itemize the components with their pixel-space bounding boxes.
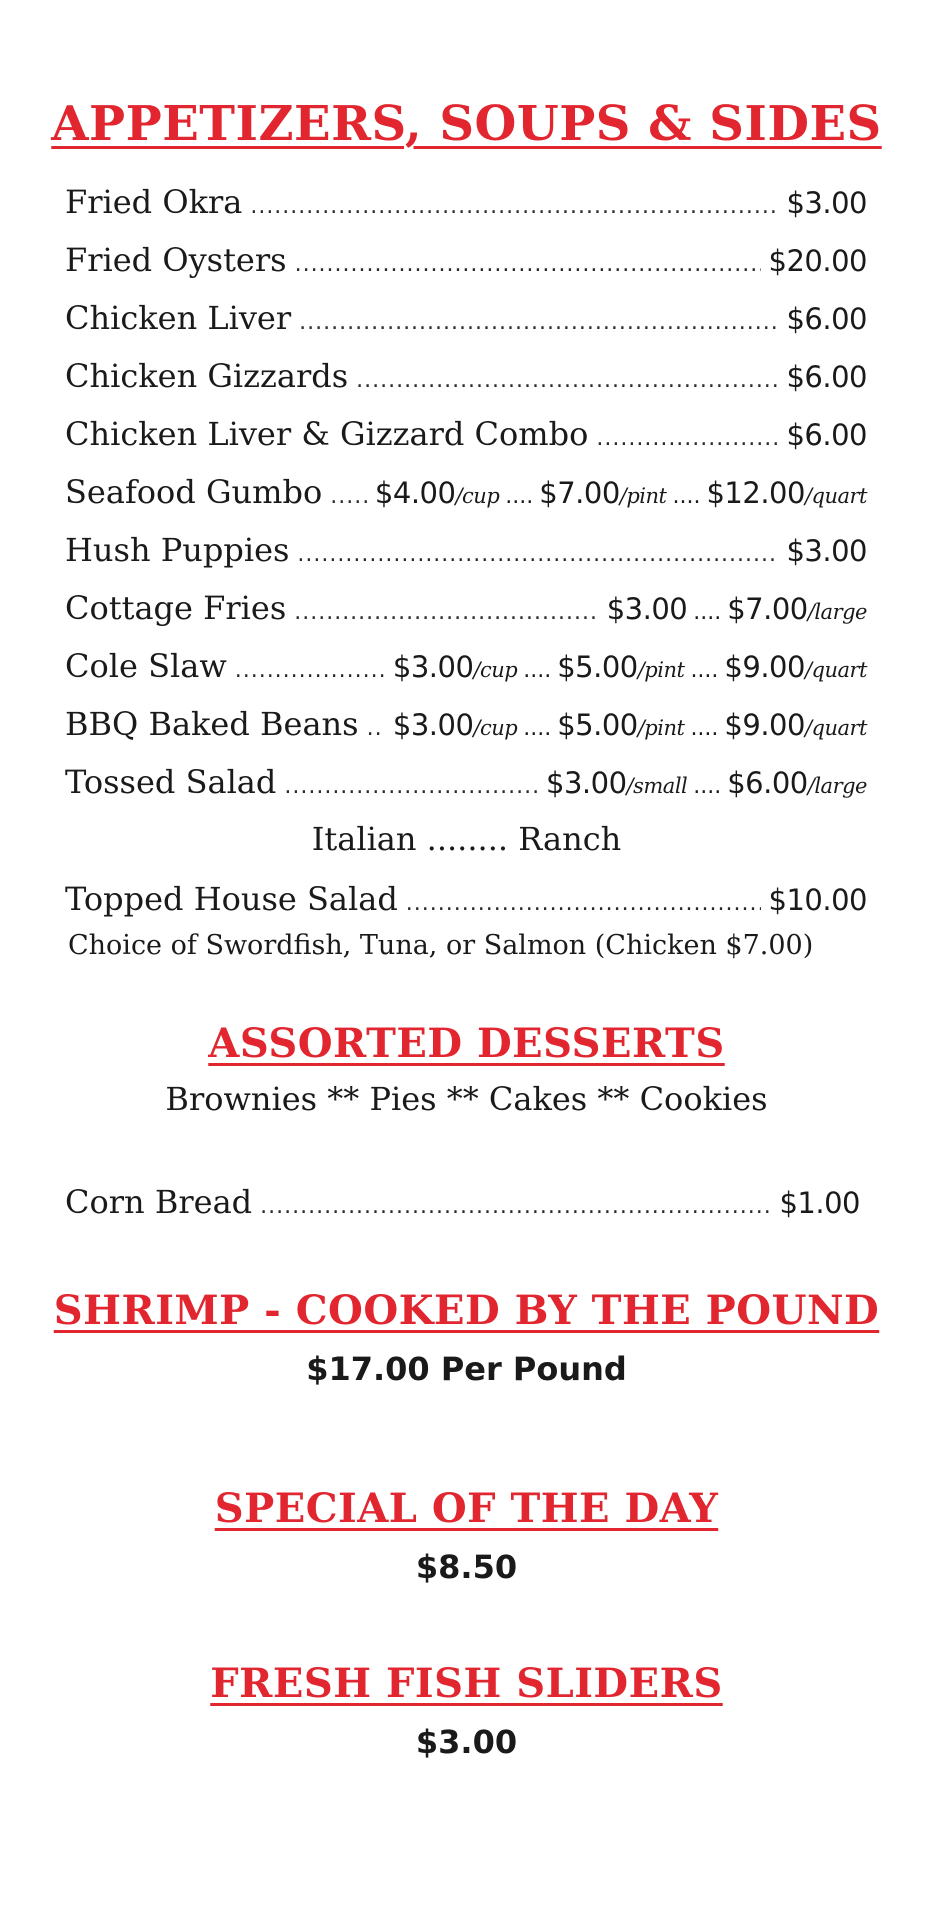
dot-leader <box>260 1194 771 1219</box>
menu-item-topped-house-salad <box>65 880 867 924</box>
menu-item-fried-oysters <box>65 241 867 285</box>
dot-leader <box>299 310 778 335</box>
dot-leader <box>297 542 778 567</box>
dot-separator: .... <box>690 716 719 741</box>
dot-leader <box>406 891 761 916</box>
item-name: Chicken Gizzards <box>65 357 349 395</box>
special-heading: SPECIAL OF THE DAY <box>214 1485 719 1532</box>
dot-leader <box>367 716 385 741</box>
desserts-heading: ASSORTED DESSERTS <box>208 1020 725 1067</box>
item-name: Tossed Salad <box>65 763 277 801</box>
price-quart: $12.00/quart <box>706 476 867 510</box>
menu-item-tossed-salad <box>65 763 867 807</box>
shrimp-heading: SHRIMP - COOKED BY THE POUND <box>53 1287 880 1334</box>
topped-salad-note: Choice of Swordfish, Tuna, or Salmon (Chicken $7.00) <box>68 930 814 961</box>
dot-leader <box>250 194 778 219</box>
menu-item-corn-bread <box>65 1183 860 1227</box>
price-cup: $3.00/cup <box>392 708 518 742</box>
item-name: Seafood Gumbo <box>65 473 323 511</box>
price-cup: $3.00/cup <box>392 650 518 684</box>
menu-item-fried-okra <box>65 183 867 227</box>
dot-separator: .... <box>693 774 722 799</box>
item-price: $20.00 <box>768 244 867 278</box>
dot-leader <box>596 426 778 451</box>
item-name: Cole Slaw <box>65 647 227 685</box>
item-name: Chicken Liver & Gizzard Combo <box>65 415 589 453</box>
menu-item-chicken-liver <box>65 299 867 343</box>
price-pint: $5.00/pint <box>557 708 685 742</box>
dot-separator: .... <box>672 484 701 509</box>
item-name: Topped House Salad <box>65 880 398 918</box>
dot-separator: .... <box>690 658 719 683</box>
dressing-options: Italian ........ Ranch <box>311 820 622 858</box>
item-name: Chicken Liver <box>65 299 292 337</box>
item-name: BBQ Baked Beans <box>65 705 359 743</box>
menu-item-hush-puppies <box>65 531 867 575</box>
price-large: $7.00/large <box>727 592 867 626</box>
price-large: $6.00/large <box>727 766 867 800</box>
item-name: Cottage Fries <box>65 589 287 627</box>
shrimp-price: $17.00 Per Pound <box>306 1350 627 1388</box>
menu-item-chicken-gizzards <box>65 357 867 401</box>
dot-leader <box>330 484 367 509</box>
item-name: Corn Bread <box>65 1183 253 1221</box>
price-quart: $9.00/quart <box>724 708 867 742</box>
dot-separator: .... <box>523 716 552 741</box>
item-price: $6.00 <box>786 302 867 336</box>
sliders-price: $3.00 <box>415 1723 518 1761</box>
dot-separator: .... <box>693 600 722 625</box>
menu-item-cottage-fries <box>65 589 867 633</box>
dot-leader <box>295 252 761 277</box>
price-small: $3.00/small <box>546 766 688 800</box>
price-pint: $5.00/pint <box>557 650 685 684</box>
special-price: $8.50 <box>415 1548 518 1586</box>
item-price: $3.00 <box>786 186 867 220</box>
item-name: Fried Oysters <box>65 241 287 279</box>
menu-item-bbq-baked-beans <box>65 705 867 749</box>
item-price: $1.00 <box>779 1186 860 1220</box>
price-regular: $3.00 <box>606 592 688 626</box>
menu-item-liver-gizzard-combo <box>65 415 867 459</box>
price-pint: $7.00/pint <box>539 476 667 510</box>
dot-leader <box>235 658 385 683</box>
item-name: Fried Okra <box>65 183 243 221</box>
menu-item-cole-slaw <box>65 647 867 691</box>
item-price: $6.00 <box>786 360 867 394</box>
appetizers-heading: APPETIZERS, SOUPS & SIDES <box>51 96 882 152</box>
item-price: $3.00 <box>786 534 867 568</box>
price-cup: $4.00/cup <box>374 476 500 510</box>
dot-leader <box>284 774 538 799</box>
sliders-heading: FRESH FISH SLIDERS <box>210 1660 723 1707</box>
dot-separator: .... <box>505 484 534 509</box>
dot-leader <box>356 368 778 393</box>
dot-separator: .... <box>523 658 552 683</box>
item-price: $6.00 <box>786 418 867 452</box>
item-name: Hush Puppies <box>65 531 290 569</box>
desserts-list: Brownies ** Pies ** Cakes ** Cookies <box>165 1080 768 1118</box>
menu-item-seafood-gumbo <box>65 473 867 517</box>
item-price: $10.00 <box>768 883 867 917</box>
dot-leader <box>294 600 598 625</box>
price-quart: $9.00/quart <box>724 650 867 684</box>
